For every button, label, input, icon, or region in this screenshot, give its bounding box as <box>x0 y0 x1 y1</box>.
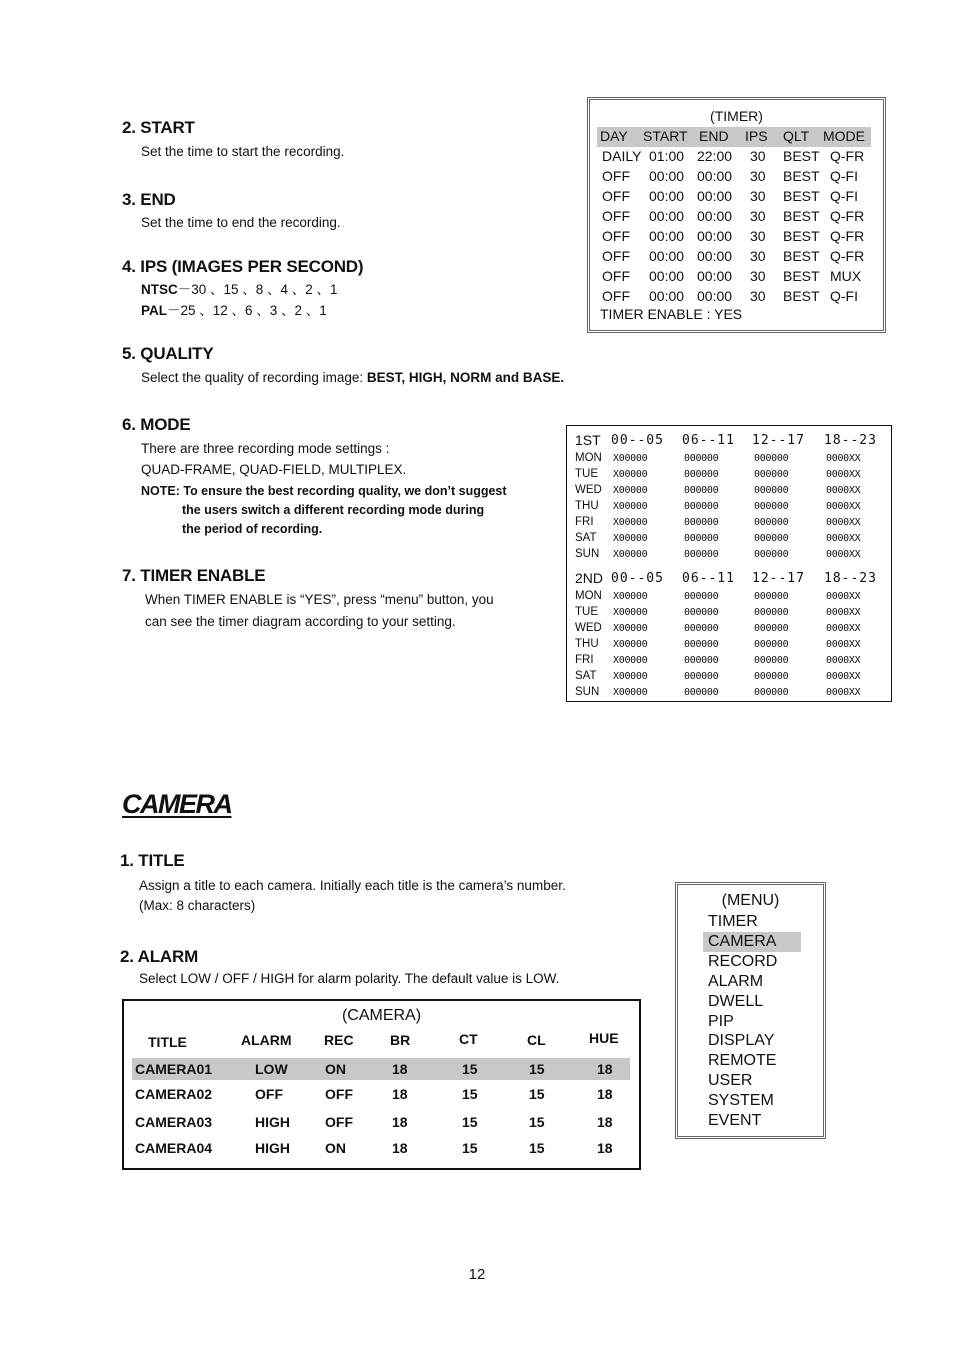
start-heading: 2. START <box>122 118 195 137</box>
timer-col-header: END <box>699 128 729 144</box>
mode-note1: NOTE: To ensure the best recording quality, we don’t suggest <box>141 484 507 498</box>
diagram-hour-range: 06--11 <box>682 433 735 448</box>
timer-enable-status: TIMER ENABLE : YES <box>600 306 743 322</box>
camera-cell: 15 <box>462 1114 478 1130</box>
camera-cell: 18 <box>392 1061 408 1077</box>
camera-cell: ON <box>325 1140 346 1156</box>
alarm-heading: 2. ALARM <box>120 947 199 966</box>
diagram-cells: 0000XX <box>826 623 861 634</box>
timer-col-header: DAY <box>600 128 628 144</box>
diagram-cells: 000000 <box>754 485 789 496</box>
diagram-day-label: TUE <box>575 606 598 618</box>
menu-item-user[interactable]: USER <box>708 1072 753 1090</box>
diagram-day-label: SUN <box>575 548 600 560</box>
start-desc: Set the time to start the recording. <box>141 144 345 159</box>
diagram-cells: 000000 <box>684 549 719 560</box>
diagram-day-label: THU <box>575 638 599 650</box>
timer-cell: Q-FR <box>830 248 865 264</box>
camera-cell: 15 <box>529 1086 545 1102</box>
camera-cell: CAMERA03 <box>135 1114 213 1130</box>
timer-cell: BEST <box>783 208 820 224</box>
timer-cell: DAILY <box>602 148 642 164</box>
timer-cell: 00:00 <box>697 268 733 284</box>
diagram-hour-range: 00--05 <box>611 433 664 448</box>
diagram-block-label: 2ND <box>575 570 604 586</box>
diagram-hour-range: 18--23 <box>824 571 877 586</box>
title-heading: 1. TITLE <box>120 851 185 870</box>
pal-values: －25 、12 、6 、3 、2 、1 <box>167 303 327 318</box>
mode-line1: There are three recording mode settings : <box>141 441 390 456</box>
diagram-cells: X00000 <box>613 501 648 512</box>
diagram-cells: X00000 <box>613 533 648 544</box>
camera-cell: HIGH <box>255 1140 290 1156</box>
diagram-cells: 000000 <box>684 533 719 544</box>
camera-cell: 18 <box>392 1086 408 1102</box>
diagram-cells: X00000 <box>613 453 648 464</box>
timer-cell: Q-FR <box>830 208 865 224</box>
timer-cell: 30 <box>750 208 766 224</box>
camera-cell: 15 <box>529 1114 545 1130</box>
timer-enable-heading: 7. TIMER ENABLE <box>122 566 266 585</box>
diagram-cells: 000000 <box>754 671 789 682</box>
diagram-cells: 000000 <box>684 623 719 634</box>
diagram-cells: 0000XX <box>826 549 861 560</box>
timer-cell: Q-FR <box>830 148 865 164</box>
camera-section-title: CAMERA <box>122 789 232 819</box>
diagram-cells: 000000 <box>684 517 719 528</box>
timer-col-header: START <box>643 128 688 144</box>
diagram-hour-range: 06--11 <box>682 571 735 586</box>
ips-heading: 4. IPS (IMAGES PER SECOND) <box>122 257 364 276</box>
camera-cell: OFF <box>255 1086 283 1102</box>
timer-cell: MUX <box>830 268 862 284</box>
timer-cell: Q-FI <box>830 288 858 304</box>
timer-cell: 00:00 <box>697 208 733 224</box>
diagram-cells: 0000XX <box>826 687 861 698</box>
diagram-cells: X00000 <box>613 671 648 682</box>
diagram-cells: 000000 <box>754 517 789 528</box>
camera-cell: 15 <box>462 1140 478 1156</box>
camera-cell: CAMERA01 <box>135 1061 213 1077</box>
menu-item-event[interactable]: EVENT <box>708 1112 762 1129</box>
timer-cell: 00:00 <box>649 168 685 184</box>
diagram-cells: 0000XX <box>826 485 861 496</box>
timer-cell: 30 <box>750 228 766 244</box>
diagram-cells: 0000XX <box>826 533 861 544</box>
diagram-cells: 000000 <box>754 639 789 650</box>
diagram-day-label: SAT <box>575 532 597 544</box>
camera-cell: 15 <box>529 1140 545 1156</box>
timer-cell: BEST <box>783 228 820 244</box>
timer-cell: OFF <box>602 168 630 184</box>
diagram-hour-range: 18--23 <box>824 433 877 448</box>
timer-cell: 00:00 <box>649 208 685 224</box>
timer-enable-line2: can see the timer diagram according to your setting. <box>145 614 456 629</box>
diagram-cells: 000000 <box>754 469 789 480</box>
timer-cell: 30 <box>750 268 766 284</box>
quality-desc <box>141 368 564 388</box>
diagram-block-label: 1ST <box>575 432 601 448</box>
timer-cell: OFF <box>602 268 630 284</box>
mode-note2: the users switch a different recording mode during <box>182 503 485 517</box>
timer-cell: 30 <box>750 188 766 204</box>
diagram-cells: 000000 <box>684 469 719 480</box>
timer-cell: 01:00 <box>649 148 685 164</box>
camera-cell: CAMERA02 <box>135 1086 213 1102</box>
diagram-day-label: WED <box>575 622 602 634</box>
diagram-cells: 0000XX <box>826 501 861 512</box>
timer-cell: 30 <box>750 148 766 164</box>
mode-line2: QUAD-FRAME, QUAD-FIELD, MULTIPLEX. <box>141 462 407 477</box>
timer-cell: OFF <box>602 248 630 264</box>
camera-cell: 18 <box>597 1114 613 1130</box>
camera-cell: 15 <box>462 1061 478 1077</box>
diagram-day-label: MON <box>575 590 602 602</box>
camera-cell: OFF <box>325 1086 353 1102</box>
diagram-cells: 000000 <box>754 607 789 618</box>
timer-diagram <box>566 425 892 702</box>
menu-item-dwell[interactable]: DWELL <box>708 992 764 1010</box>
timer-menu-panel <box>587 97 886 333</box>
camera-cell: 18 <box>392 1140 408 1156</box>
timer-enable-line1: When TIMER ENABLE is “YES”, press “menu” button, you <box>145 592 494 607</box>
mode-heading: 6. MODE <box>122 415 191 434</box>
timer-cell: BEST <box>783 148 820 164</box>
diagram-cells: 0000XX <box>826 517 861 528</box>
end-desc: Set the time to end the recording. <box>141 215 341 230</box>
diagram-day-label: WED <box>575 484 602 496</box>
timer-cell: 30 <box>750 288 766 304</box>
timer-cell: 00:00 <box>649 228 685 244</box>
diagram-hour-range: 00--05 <box>611 571 664 586</box>
diagram-cells: X00000 <box>613 469 648 480</box>
diagram-cells: 000000 <box>754 549 789 560</box>
timer-cell: BEST <box>783 188 820 204</box>
diagram-cells: 0000XX <box>826 607 861 618</box>
camera-cell: 18 <box>392 1114 408 1130</box>
timer-cell: 30 <box>750 248 766 264</box>
diagram-hour-range: 12--17 <box>752 433 805 448</box>
menu-item-display[interactable]: DISPLAY <box>708 1032 775 1050</box>
diagram-cells: 000000 <box>754 623 789 634</box>
ips-pal <box>141 301 327 321</box>
timer-menu-title: (TIMER) <box>710 108 763 124</box>
diagram-cells: X00000 <box>613 517 648 528</box>
quality-desc-text: Select the quality of recording image: <box>141 370 367 385</box>
diagram-hour-range: 12--17 <box>752 571 805 586</box>
diagram-cells: X00000 <box>613 485 648 496</box>
diagram-cells: 000000 <box>754 655 789 666</box>
title-desc2: (Max: 8 characters) <box>139 898 256 913</box>
camera-col-header: CT <box>459 1031 478 1047</box>
menu-item-timer[interactable]: TIMER <box>708 913 758 930</box>
ntsc-label: NTSC <box>141 282 178 297</box>
timer-cell: 22:00 <box>697 148 733 164</box>
timer-cell: 00:00 <box>649 288 685 304</box>
diagram-cells: 000000 <box>684 671 719 682</box>
end-heading: 3. END <box>122 190 176 209</box>
diagram-cells: 000000 <box>754 453 789 464</box>
camera-col-header: BR <box>390 1032 411 1048</box>
timer-cell: BEST <box>783 168 820 184</box>
camera-col-header: REC <box>324 1032 354 1048</box>
diagram-cells: 000000 <box>684 687 719 698</box>
timer-cell: OFF <box>602 288 630 304</box>
timer-col-header: MODE <box>823 128 865 144</box>
timer-cell: 00:00 <box>649 188 685 204</box>
title-desc1: Assign a title to each camera. Initially each title is the camera’s number. <box>139 878 566 893</box>
diagram-cells: 000000 <box>754 591 789 602</box>
timer-cell: 00:00 <box>697 288 733 304</box>
timer-cell: 00:00 <box>697 188 733 204</box>
diagram-day-label: SAT <box>575 670 597 682</box>
camera-cell: LOW <box>255 1061 288 1077</box>
page-number: 12 <box>468 1266 486 1283</box>
timer-cell: 00:00 <box>697 168 733 184</box>
diagram-cells: 000000 <box>684 501 719 512</box>
menu-item-alarm[interactable]: ALARM <box>708 972 764 990</box>
camera-table <box>122 999 641 1170</box>
timer-cell: 00:00 <box>697 228 733 244</box>
camera-cell: HIGH <box>255 1114 290 1130</box>
camera-cell: CAMERA04 <box>135 1140 213 1156</box>
diagram-day-label: MON <box>575 452 602 464</box>
timer-cell: OFF <box>602 208 630 224</box>
diagram-cells: 0000XX <box>826 655 861 666</box>
diagram-day-label: FRI <box>575 516 594 528</box>
diagram-day-label: SUN <box>575 686 600 698</box>
camera-cell: 18 <box>597 1061 613 1077</box>
diagram-cells: 0000XX <box>826 469 861 480</box>
camera-cell: 15 <box>529 1061 545 1077</box>
menu-item-record[interactable]: RECORD <box>708 952 778 970</box>
diagram-cells: 000000 <box>684 485 719 496</box>
diagram-day-label: FRI <box>575 654 594 666</box>
diagram-cells: 0000XX <box>826 671 861 682</box>
diagram-cells: X00000 <box>613 607 648 618</box>
timer-cell: Q-FI <box>830 168 858 184</box>
menu-item-remote[interactable]: REMOTE <box>708 1052 777 1070</box>
timer-cell: 00:00 <box>649 248 685 264</box>
diagram-cells: X00000 <box>613 549 648 560</box>
timer-cell: 30 <box>750 168 766 184</box>
menu-title: (MENU) <box>721 892 780 909</box>
camera-cell: OFF <box>325 1114 353 1130</box>
timer-cell: BEST <box>783 268 820 284</box>
diagram-cells: 000000 <box>754 533 789 544</box>
diagram-day-label: THU <box>575 500 599 512</box>
ips-ntsc <box>141 280 338 300</box>
camera-cell: ON <box>325 1061 346 1077</box>
timer-cell: OFF <box>602 188 630 204</box>
timer-cell: Q-FI <box>830 188 858 204</box>
camera-table-caption: (CAMERA) <box>341 1007 422 1024</box>
diagram-cells: 0000XX <box>826 591 861 602</box>
diagram-cells: X00000 <box>613 623 648 634</box>
timer-cell: Q-FR <box>830 228 865 244</box>
diagram-cells: X00000 <box>613 591 648 602</box>
diagram-cells: 000000 <box>684 591 719 602</box>
diagram-cells: 000000 <box>754 501 789 512</box>
timer-col-header: IPS <box>745 128 768 144</box>
main-menu-panel <box>675 882 826 1139</box>
timer-col-header: QLT <box>783 128 810 144</box>
diagram-cells: X00000 <box>613 639 648 650</box>
diagram-cells: 000000 <box>684 655 719 666</box>
diagram-cells: 000000 <box>684 453 719 464</box>
quality-options: BEST, HIGH, NORM and BASE. <box>366 370 565 385</box>
timer-cell: 00:00 <box>649 268 685 284</box>
diagram-cells: X00000 <box>613 687 648 698</box>
camera-col-header: ALARM <box>241 1032 292 1048</box>
diagram-cells: 000000 <box>754 687 789 698</box>
timer-cell: 00:00 <box>697 248 733 264</box>
diagram-cells: X00000 <box>613 655 648 666</box>
camera-cell: 18 <box>597 1086 613 1102</box>
mode-note3: the period of recording. <box>182 522 323 536</box>
diagram-cells: 0000XX <box>826 453 861 464</box>
alarm-desc: Select LOW / OFF / HIGH for alarm polarity. The default value is LOW. <box>139 971 560 986</box>
diagram-cells: 000000 <box>684 607 719 618</box>
menu-item-system[interactable]: SYSTEM <box>708 1092 774 1110</box>
camera-col-header: CL <box>527 1032 546 1048</box>
diagram-cells: 0000XX <box>826 639 861 650</box>
camera-col-header: HUE <box>589 1030 619 1046</box>
timer-cell: BEST <box>783 248 820 264</box>
timer-cell: OFF <box>602 228 630 244</box>
diagram-day-label: TUE <box>575 468 598 480</box>
quality-heading: 5. QUALITY <box>122 344 214 363</box>
diagram-cells: 000000 <box>684 639 719 650</box>
timer-cell: BEST <box>783 288 820 304</box>
menu-item-camera[interactable]: CAMERA <box>708 932 777 950</box>
camera-cell: 15 <box>462 1086 478 1102</box>
menu-item-pip[interactable]: PIP <box>708 1012 734 1030</box>
camera-col-header: TITLE <box>148 1034 187 1050</box>
camera-cell: 18 <box>597 1140 613 1156</box>
pal-label: PAL <box>141 303 167 318</box>
ntsc-values: －30 、15 、8 、4 、2 、1 <box>177 282 338 297</box>
